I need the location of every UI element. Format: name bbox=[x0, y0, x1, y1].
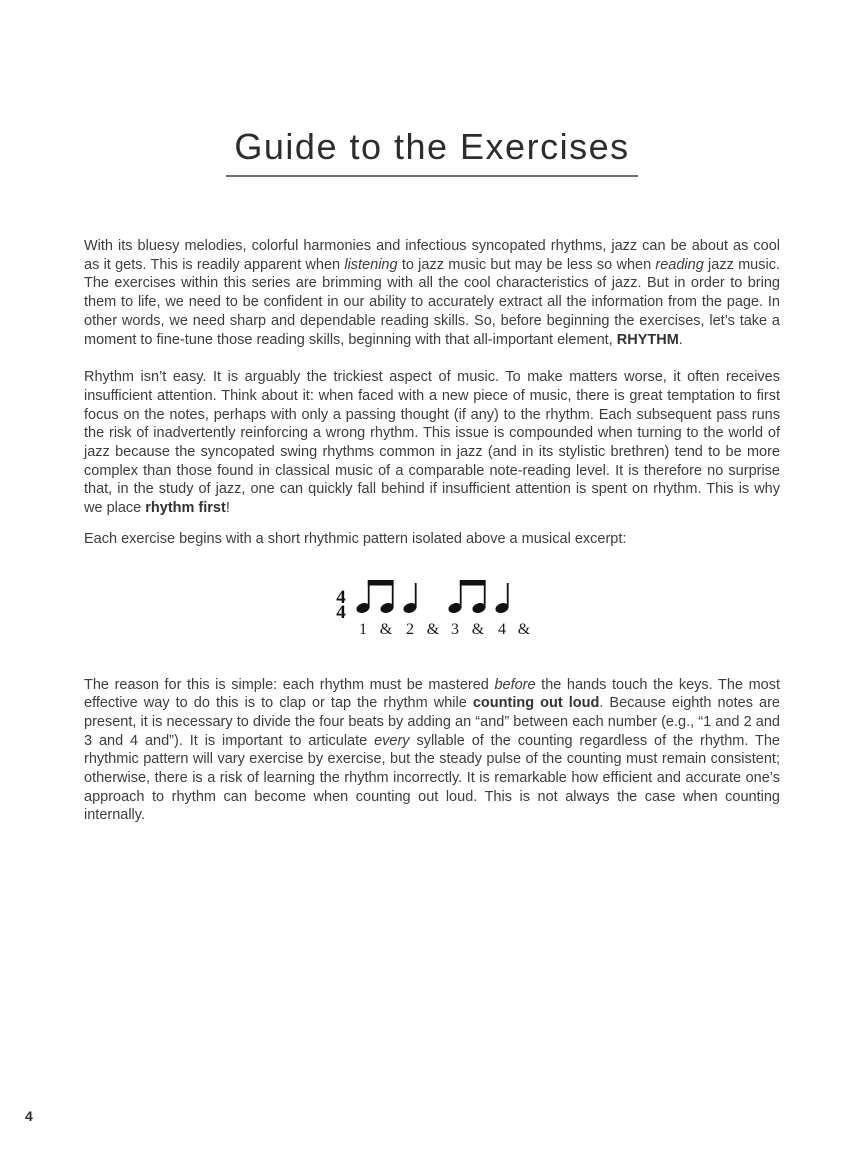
rhythm-bold-rhythm-first: rhythm first bbox=[145, 500, 226, 517]
title-container bbox=[0, 126, 864, 177]
count-beat-1: 1 bbox=[359, 620, 367, 638]
reason-italic-before: before bbox=[494, 676, 536, 693]
intro-text: With its bluesy melodies, colorful harmonies and infectious syncopated rhythms, jazz can be about as cool as it gets. This is readily apparent when bbox=[84, 238, 780, 273]
count-and-4: & bbox=[517, 620, 531, 638]
music-notation-svg bbox=[327, 573, 537, 641]
count-and-1: & bbox=[379, 620, 393, 638]
note-group-2 bbox=[447, 580, 510, 615]
note-stem bbox=[484, 581, 486, 608]
time-signature-top: 4 bbox=[336, 586, 346, 608]
intro-text: . bbox=[678, 331, 683, 348]
paragraph-rhythm bbox=[84, 368, 780, 518]
rhythm-text: ! bbox=[225, 500, 230, 517]
rhythm-text: Rhythm isn’t easy. It is arguably the trickiest aspect of music. To make matters worse, it often receives insufficient attention. Think about it: when faced with a new piece of music, there is great temptation to first focus on the notes, perhaps with only a passing thought (if any) to the rhythm. Each subsequent pass runs the risk of inadvertently reinforcing a wrong rhythm. This issue is compounded when turning to the world of jazz because the syncopated swing rhythms common in jazz (and in its stylistic brethren) tend to be more complex than those found in classical music of a comparable note-reading level. It is therefore no surprise that, in the study of jazz, one can quickly fall behind if insufficient attention is spent on rhythm. This is why we place bbox=[84, 369, 780, 517]
note-stem bbox=[392, 581, 394, 608]
note-stem bbox=[460, 581, 462, 608]
count-and-3: & bbox=[471, 620, 485, 638]
intro-italic-listening: listening bbox=[344, 256, 398, 273]
page-title: Guide to the Exercises bbox=[226, 126, 637, 177]
beam-icon bbox=[368, 580, 394, 586]
reason-bold-counting-out-loud: counting out loud bbox=[472, 695, 600, 712]
count-and-2: & bbox=[426, 620, 440, 638]
reason-text: the hands touch the keys. The most effective way to do this is to clap or tap the rhythm while bbox=[84, 676, 780, 712]
counting-row bbox=[359, 621, 531, 638]
reason-italic-every: every bbox=[374, 732, 410, 749]
page-content bbox=[84, 237, 780, 844]
intro-text: jazz music. The exercises within this series are brimming with all the cool characteristics of jazz. But in order to bring them to life, we need to be confident in our ability to accurately extract all the information from the page. In other words, we need sharp and dependable reading skills. So, before beginning the exercises, let’s take a moment to fine-tune those reading skills, beginning with that all-important element, bbox=[84, 256, 780, 348]
reason-text: The reason for this is simple: each rhythm must be mastered bbox=[84, 676, 495, 693]
paragraph-each-exercise: Each exercise begins with a short rhythmic pattern isolated above a musical excerpt: bbox=[84, 530, 627, 547]
count-beat-4: 4 bbox=[498, 620, 506, 638]
intro-italic-reading: reading bbox=[655, 256, 704, 273]
intro-bold-rhythm: RHYTHM bbox=[616, 331, 679, 348]
intro-text: to jazz music but may be less so when bbox=[397, 256, 656, 273]
count-beat-3: 3 bbox=[451, 620, 459, 638]
paragraph-intro bbox=[84, 237, 780, 349]
page-number: 4 bbox=[25, 1108, 33, 1124]
rhythm-notation-figure bbox=[84, 573, 780, 646]
time-signature bbox=[336, 587, 346, 623]
count-beat-2: 2 bbox=[406, 620, 414, 638]
reason-text: syllable of the counting regardless of the rhythm. The rhythmic pattern will vary exercise by exercise, but the steady pulse of the counting must remain consistent; otherwise, there is a risk of learning the rhythm incorrectly. It is remarkable how efficient and accurate one’s approach to rhythm can become when counting out loud. This is not always the case when counting internally. bbox=[84, 732, 780, 824]
beam-icon bbox=[460, 580, 486, 586]
note-group-1 bbox=[355, 580, 418, 615]
note-stem bbox=[368, 581, 370, 608]
paragraph-reason bbox=[84, 676, 780, 826]
reason-text: . Because eighth notes are present, it is necessary to divide the four beats by adding an “and” between each number (e.g., “1 and 2 and 3 and 4 and”). It is important to articulate bbox=[84, 695, 780, 749]
time-signature-bottom: 4 bbox=[336, 601, 346, 623]
